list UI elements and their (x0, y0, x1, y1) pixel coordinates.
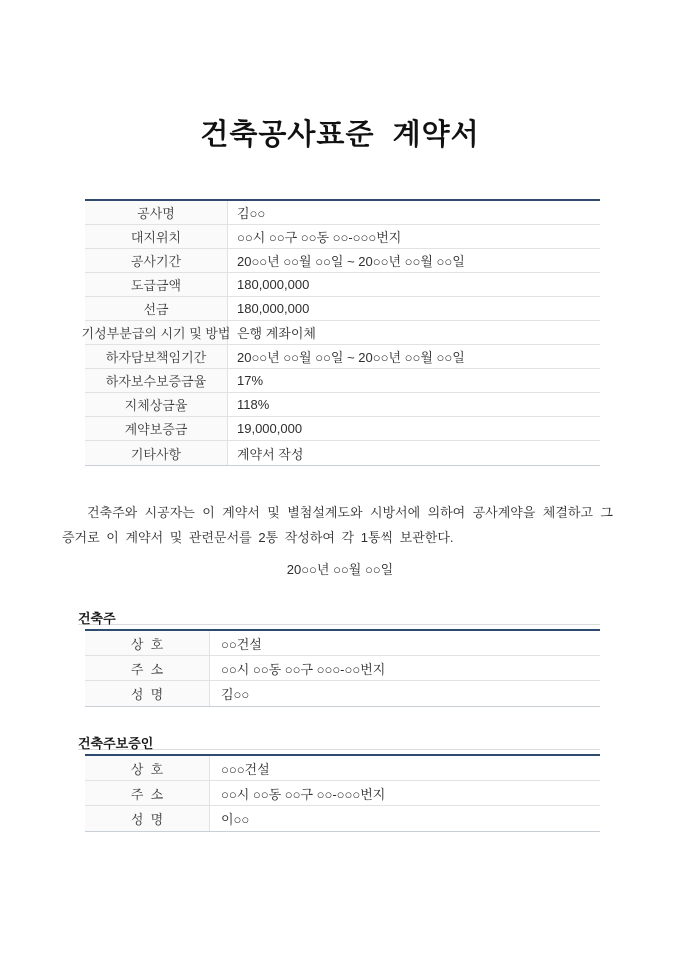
table-row (85, 273, 600, 297)
row-value: 180,000,000 (237, 277, 310, 292)
table-row (85, 201, 600, 225)
table-row (85, 806, 600, 831)
row-value: 19,000,000 (237, 421, 303, 436)
table-row (81, 321, 600, 345)
row-label: 대지위치 (85, 225, 228, 248)
agreement-paragraph: 건축주와 시공자는 이 계약서 및 별첨설계도와 시방서에 의하여 공사계약을 체결하고 그 증거로 이 계약서 및 관련문서를 2통 작성하여 각 1통씩 보관한다. (62, 505, 613, 545)
section-heading-owner: 건축주 (78, 608, 600, 625)
row-value: ○○시 ○○동 ○○구 ○○-○○○번지 (221, 786, 386, 802)
row-value: 20○○년 ○○월 ○○일 ~ 20○○년 ○○월 ○○일 (237, 254, 465, 269)
row-label: 기타사항 (85, 441, 228, 465)
table-row (85, 781, 600, 806)
row-value: 17% (237, 373, 264, 388)
table-row (85, 249, 600, 273)
row-value: ○○건설 (221, 636, 262, 652)
row-label: 계약보증금 (85, 417, 228, 440)
table-row (85, 656, 600, 681)
row-value: ○○시 ○○동 ○○구 ○○○-○○번지 (221, 661, 386, 677)
row-value: ○○○건설 (221, 761, 270, 777)
row-label: 기성부분급의 시기 및 방법 (85, 321, 228, 344)
row-label: 성 명 (85, 681, 210, 706)
row-label: 공사기간 (85, 249, 228, 272)
document-title: 건축공사표준 계약서 (200, 119, 480, 151)
row-label: 하자담보책임기간 (85, 345, 228, 368)
row-value: 은행 계좌이체 (237, 326, 316, 341)
row-label: 지체상금율 (85, 393, 228, 416)
table-row (85, 756, 600, 781)
table-row (85, 297, 600, 321)
guarantor-table (85, 754, 600, 832)
table-row (85, 345, 600, 369)
row-label: 상 호 (85, 756, 210, 780)
row-label: 하자보수보증금율 (85, 369, 228, 392)
table-row (85, 417, 600, 441)
row-value: 김○○ (237, 206, 266, 221)
document-date: 20○○년 ○○월 ○○일 (286, 562, 394, 577)
table-row (85, 393, 600, 417)
row-value: 이○○ (221, 812, 250, 827)
contract-summary-table (81, 199, 600, 466)
table-row (85, 681, 600, 706)
row-label: 선금 (85, 297, 228, 320)
row-label: 상 호 (85, 631, 210, 655)
row-label: 공사명 (85, 201, 228, 224)
owner-table (85, 629, 600, 707)
table-row (85, 441, 600, 465)
row-value: ○○시 ○○구 ○○동 ○○-○○○번지 (237, 230, 402, 245)
table-row (85, 225, 600, 249)
row-value: 180,000,000 (237, 301, 310, 316)
row-value: 118% (237, 397, 270, 412)
row-value: 계약서 작성 (237, 446, 304, 462)
row-label: 주 소 (85, 656, 210, 680)
row-label: 성 명 (85, 806, 210, 831)
table-row (85, 369, 600, 393)
row-value: 20○○년 ○○월 ○○일 ~ 20○○년 ○○월 ○○일 (237, 350, 465, 365)
row-label: 주 소 (85, 781, 210, 805)
section-heading-guarantor: 건축주보증인 (78, 733, 600, 750)
table-row (85, 631, 600, 656)
row-value: 김○○ (221, 687, 250, 702)
row-label: 도급금액 (85, 273, 228, 296)
